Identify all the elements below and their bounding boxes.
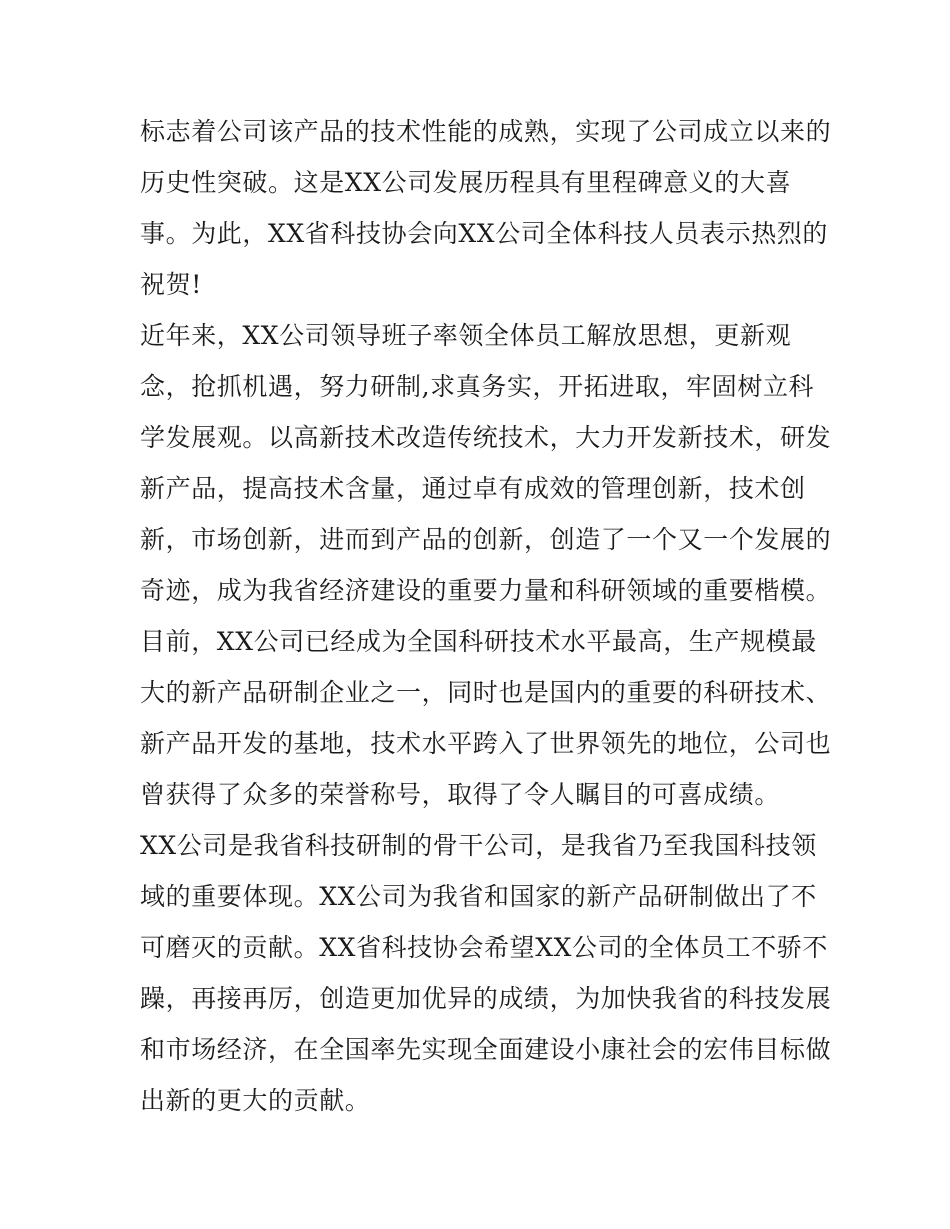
text-line: 域的重要体现。XX公司为我省和国家的新产品研制做出了不 xyxy=(140,882,817,911)
text-line: 事。为此，XX省科技协会向XX公司全体科技人员表示热烈的 xyxy=(140,219,828,248)
text-line: 历史性突破。这是XX公司发展历程具有里程碑意义的大喜 xyxy=(140,168,792,197)
text-line: 躁，再接再厉，创造更加优异的成绩，为加快我省的科技发展 xyxy=(140,984,832,1013)
text-line: 目前，XX公司已经成为全国科研技术水平最高，生产规模最 xyxy=(140,627,817,656)
text-line: XX公司是我省科技研制的骨干公司，是我省乃至我国科技领 xyxy=(140,831,817,860)
text-line: 新产品，提高技术含量，通过卓有成效的管理创新，技术创 xyxy=(140,474,806,503)
text-line: 学发展观。以高新技术改造传统技术，大力开发新技术，研发 xyxy=(140,423,832,452)
text-line: 可磨灭的贡献。XX省科技协会希望XX公司的全体员工不骄不 xyxy=(140,933,828,962)
text-line: 新，市场创新，进而到产品的创新，创造了一个又一个发展的 xyxy=(140,525,832,554)
document-body xyxy=(140,106,832,1126)
text-line: 和市场经济，在全国率先实现全面建设小康社会的宏伟目标做 xyxy=(140,1035,832,1064)
text-line: 近年来，XX公司领导班子率领全体员工解放思想，更新观 xyxy=(140,321,792,350)
text-line: 祝贺! xyxy=(140,270,202,299)
text-line: 曾获得了众多的荣誉称号，取得了令人瞩目的可喜成绩。 xyxy=(140,780,781,809)
text-line: 新产品开发的基地，技术水平跨入了世界领先的地位，公司也 xyxy=(140,729,832,758)
text-line: 标志着公司该产品的技术性能的成熟，实现了公司成立以来的 xyxy=(140,117,832,146)
text-line: 奇迹，成为我省经济建设的重要力量和科研领域的重要楷模。 xyxy=(140,576,832,605)
text-line: 出新的更大的贡献。 xyxy=(140,1086,371,1115)
text-line: 大的新产品研制企业之一，同时也是国内的重要的科研技术、 xyxy=(140,678,832,707)
text-line: 念，抢抓机遇，努力研制,求真务实，开拓进取，牢固树立科 xyxy=(140,372,815,401)
